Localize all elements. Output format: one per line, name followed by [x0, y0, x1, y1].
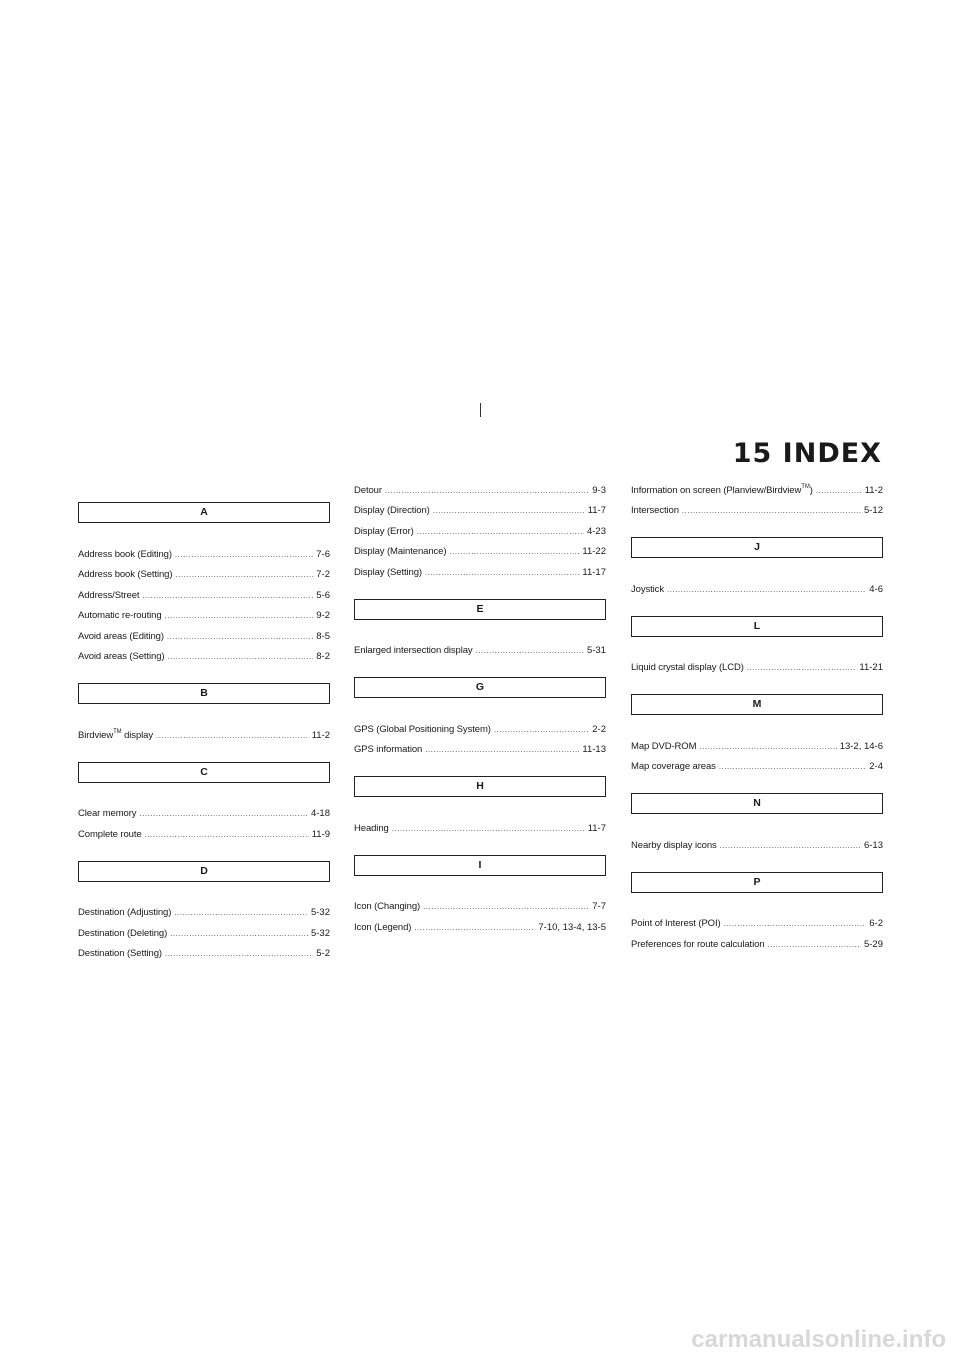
watermark: carmanualsonline.info	[691, 1326, 946, 1353]
index-entry	[354, 814, 606, 835]
entry-label: Heading	[354, 822, 389, 834]
entry-leader-dots	[425, 566, 579, 579]
entry-leader-dots	[170, 927, 308, 940]
section-letter-header: M	[631, 694, 883, 715]
index-column-3	[631, 476, 883, 951]
index-entry	[78, 721, 330, 742]
entry-label: Address book (Editing)	[78, 548, 172, 560]
entry-page-ref: 5-6	[316, 589, 330, 601]
entry-label: Automatic re-routing	[78, 610, 162, 621]
index-entry	[631, 732, 883, 753]
index-entry	[78, 581, 330, 602]
entry-leader-dots	[720, 839, 861, 852]
index-entry	[78, 540, 330, 561]
index-section	[631, 537, 883, 596]
entry-page-ref: 11-21	[859, 662, 883, 673]
index-section	[631, 793, 883, 852]
entry-leader-dots	[699, 740, 836, 753]
entry-label: Destination (Deleting)	[78, 927, 168, 939]
entry-page-ref: 7-7	[592, 901, 606, 912]
index-entry	[631, 753, 883, 774]
entry-leader-dots	[175, 548, 313, 561]
index-entry	[354, 558, 606, 579]
entry-leader-dots	[174, 906, 308, 919]
entry-page-ref: 5-2	[316, 948, 330, 959]
index-section	[631, 616, 883, 675]
section-gap	[78, 742, 330, 762]
entry-leader-dots	[165, 609, 314, 622]
index-entry	[354, 517, 606, 538]
index-section	[78, 762, 330, 841]
entry-page-ref: 9-3	[592, 484, 606, 496]
index-section	[354, 677, 606, 756]
index-entry	[631, 910, 883, 931]
index-section	[354, 476, 606, 579]
entry-page-ref: 6-13	[863, 839, 883, 851]
entry-page-ref: 4-18	[310, 808, 330, 819]
entry-leader-dots	[167, 650, 313, 663]
entry-page-ref: 2-4	[869, 761, 883, 772]
entry-page-ref: 11-9	[311, 828, 330, 840]
entry-label: Map DVD-ROM	[631, 740, 697, 752]
entry-page-ref: 5-31	[586, 645, 606, 656]
index-section	[354, 776, 606, 835]
entry-page-ref: 11-2	[864, 484, 883, 496]
entry-leader-dots	[433, 504, 585, 517]
entry-label: Icon (Legend)	[354, 921, 412, 933]
index-entry	[78, 899, 330, 920]
index-entry	[354, 637, 606, 658]
entry-leader-dots	[156, 729, 309, 742]
entry-label: GPS (Global Positioning System)	[354, 723, 491, 735]
entry-leader-dots	[167, 630, 313, 643]
section-letter-header: A	[78, 502, 330, 523]
section-gap	[631, 674, 883, 694]
entry-leader-dots	[417, 525, 584, 538]
entry-label: Display (Setting)	[354, 566, 422, 578]
entry-leader-dots	[682, 504, 861, 517]
entry-page-ref: 11-7	[587, 505, 606, 516]
index-entry	[354, 913, 606, 934]
entry-label: Birdview™ display	[78, 728, 153, 741]
index-entry	[631, 654, 883, 675]
index-entry	[631, 930, 883, 951]
index-column-2	[354, 476, 606, 934]
entry-label: Enlarged intersection display	[354, 645, 473, 656]
entry-page-ref: 11-17	[582, 566, 606, 578]
entry-leader-dots	[139, 807, 308, 820]
entry-label: Destination (Setting)	[78, 948, 162, 959]
index-entry	[78, 940, 330, 961]
section-letter-header: D	[78, 861, 330, 882]
page-title: 15 INDEX	[732, 438, 882, 469]
index-section	[78, 502, 330, 663]
entry-label: Avoid areas (Setting)	[78, 651, 165, 662]
section-letter-header: N	[631, 793, 883, 814]
entry-leader-dots	[175, 568, 313, 581]
entry-label: GPS information	[354, 744, 423, 755]
entry-page-ref: 2-2	[592, 723, 606, 735]
section-gap	[631, 517, 883, 537]
entry-page-ref: 9-2	[316, 610, 330, 621]
entry-leader-dots	[165, 947, 313, 960]
entry-page-ref: 11-22	[582, 546, 606, 557]
entry-label: Avoid areas (Editing)	[78, 630, 164, 642]
entry-page-ref: 7-10, 13-4, 13-5	[538, 921, 606, 933]
entry-page-ref: 5-32	[310, 907, 330, 918]
index-entry	[78, 561, 330, 582]
section-gap	[631, 596, 883, 616]
index-entry	[78, 919, 330, 940]
entry-leader-dots	[719, 760, 866, 773]
entry-leader-dots	[423, 900, 589, 913]
section-letter-header: P	[631, 872, 883, 893]
entry-leader-dots	[667, 583, 866, 596]
section-letter-header: G	[354, 677, 606, 698]
index-entry	[354, 736, 606, 757]
index-section	[78, 683, 330, 742]
section-letter-header: B	[78, 683, 330, 704]
entry-label: Display (Error)	[354, 525, 414, 537]
entry-leader-dots	[767, 938, 861, 951]
index-entry	[354, 497, 606, 518]
entry-label: Destination (Adjusting)	[78, 907, 172, 918]
index-column-1	[78, 502, 330, 960]
entry-label: Joystick	[631, 583, 664, 595]
entry-label: Display (Direction)	[354, 505, 430, 516]
index-entry	[354, 893, 606, 914]
entry-leader-dots	[494, 723, 589, 736]
section-gap	[354, 835, 606, 855]
entry-label: Address book (Setting)	[78, 569, 173, 580]
entry-leader-dots	[145, 828, 309, 841]
entry-leader-dots	[747, 661, 857, 674]
index-entry	[78, 602, 330, 623]
entry-label: Liquid crystal display (LCD)	[631, 662, 744, 673]
index-section	[354, 599, 606, 658]
section-gap	[631, 852, 883, 872]
center-tick-mark	[480, 403, 481, 417]
index-entry	[631, 831, 883, 852]
index-entry	[631, 476, 883, 497]
entry-page-ref: 8-5	[316, 630, 330, 642]
entry-label: Clear memory	[78, 808, 137, 819]
index-section	[78, 861, 330, 961]
section-letter-header: E	[354, 599, 606, 620]
section-gap	[354, 657, 606, 677]
section-gap	[631, 773, 883, 793]
section-letter-header: C	[78, 762, 330, 783]
entry-label: Information on screen (Planview/Birdview™)	[631, 483, 813, 496]
entry-leader-dots	[414, 921, 535, 934]
entry-label: Point of Interest (POI)	[631, 918, 721, 929]
entry-page-ref: 7-2	[316, 569, 330, 580]
entry-page-ref: 5-29	[863, 938, 883, 950]
entry-label: Map coverage areas	[631, 761, 716, 772]
index-entry	[78, 820, 330, 841]
entry-leader-dots	[142, 589, 313, 602]
index-entry	[78, 800, 330, 821]
entry-leader-dots	[724, 917, 867, 930]
index-entry	[354, 715, 606, 736]
entry-page-ref: 11-13	[582, 744, 606, 755]
entry-page-ref: 5-12	[863, 505, 883, 516]
index-section	[354, 855, 606, 934]
index-entry	[631, 497, 883, 518]
entry-page-ref: 11-7	[587, 822, 606, 834]
entry-page-ref: 5-32	[310, 927, 330, 939]
index-entry	[78, 643, 330, 664]
entry-label: Preferences for route calculation	[631, 938, 765, 950]
entry-page-ref: 11-2	[311, 729, 330, 741]
section-gap	[354, 579, 606, 599]
entry-label: Complete route	[78, 828, 142, 840]
index-entry	[354, 538, 606, 559]
entry-leader-dots	[449, 545, 579, 558]
section-letter-header: I	[354, 855, 606, 876]
entry-leader-dots	[816, 484, 862, 497]
entry-label: Display (Maintenance)	[354, 546, 447, 557]
entry-page-ref: 4-6	[869, 583, 883, 595]
section-gap	[78, 841, 330, 861]
entry-label: Intersection	[631, 505, 679, 516]
index-entry	[354, 476, 606, 497]
entry-leader-dots	[476, 644, 584, 657]
section-gap	[354, 756, 606, 776]
entry-leader-dots	[385, 484, 589, 497]
section-letter-header: J	[631, 537, 883, 558]
section-letter-header: H	[354, 776, 606, 797]
index-section	[631, 694, 883, 773]
entry-page-ref: 8-2	[316, 651, 330, 662]
section-gap	[78, 663, 330, 683]
section-letter-header: L	[631, 616, 883, 637]
index-entry	[631, 575, 883, 596]
entry-label: Nearby display icons	[631, 839, 717, 851]
entry-page-ref: 7-6	[316, 548, 330, 560]
entry-label: Address/Street	[78, 589, 140, 601]
index-entry	[78, 622, 330, 643]
entry-leader-dots	[392, 822, 585, 835]
index-section	[631, 872, 883, 951]
entry-label: Detour	[354, 484, 382, 496]
entry-page-ref: 4-23	[586, 525, 606, 537]
index-section	[631, 476, 883, 517]
entry-page-ref: 13-2, 14-6	[839, 740, 883, 752]
entry-label: Icon (Changing)	[354, 901, 421, 912]
entry-leader-dots	[425, 743, 579, 756]
entry-page-ref: 6-2	[869, 918, 883, 929]
